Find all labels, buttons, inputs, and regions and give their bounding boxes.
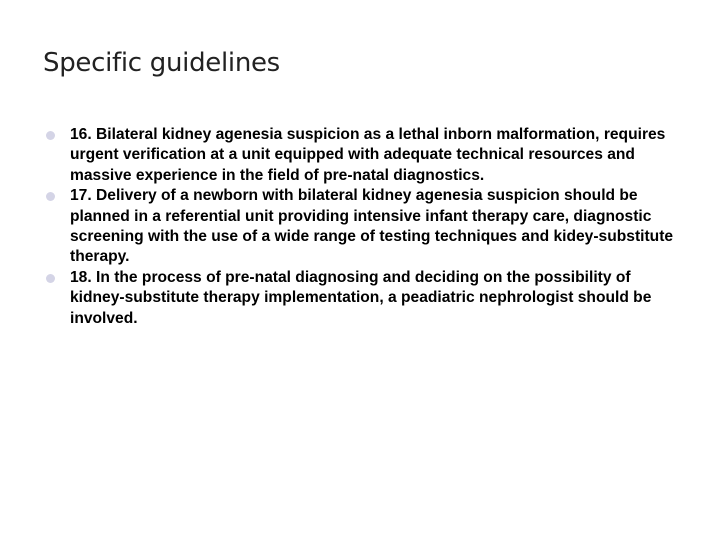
bullet-dot-icon (46, 192, 55, 201)
bullet-text: 16. Bilateral kidney agenesia suspicion as a lethal inborn malformation, requires urgent verification at a unit equipped with adequate technical resources and massive experience in the field of pre-natal diagnostics. (70, 126, 666, 184)
bullet-item-18 (46, 268, 686, 329)
bullet-text: 18. In the process of pre-natal diagnosing and deciding on the possibility of kidney-substitute therapy implementation, a peadiatric nephrologist should be involved. (70, 268, 652, 327)
bullet-list (46, 125, 686, 329)
bullet-item-17 (46, 186, 686, 268)
slide-title: Specific guidelines (43, 48, 280, 78)
bullet-dot-icon (46, 131, 55, 140)
bullet-item-16 (46, 125, 686, 186)
bullet-dot-icon (46, 274, 55, 283)
bullet-text: 17. Delivery of a newborn with bilateral kidney agenesia suspicion should be planned in a referential unit providing intensive infant therapy care, diagnostic screening with the use of a wide range of testing techniques and kidey-substitute therapy. (70, 187, 674, 266)
